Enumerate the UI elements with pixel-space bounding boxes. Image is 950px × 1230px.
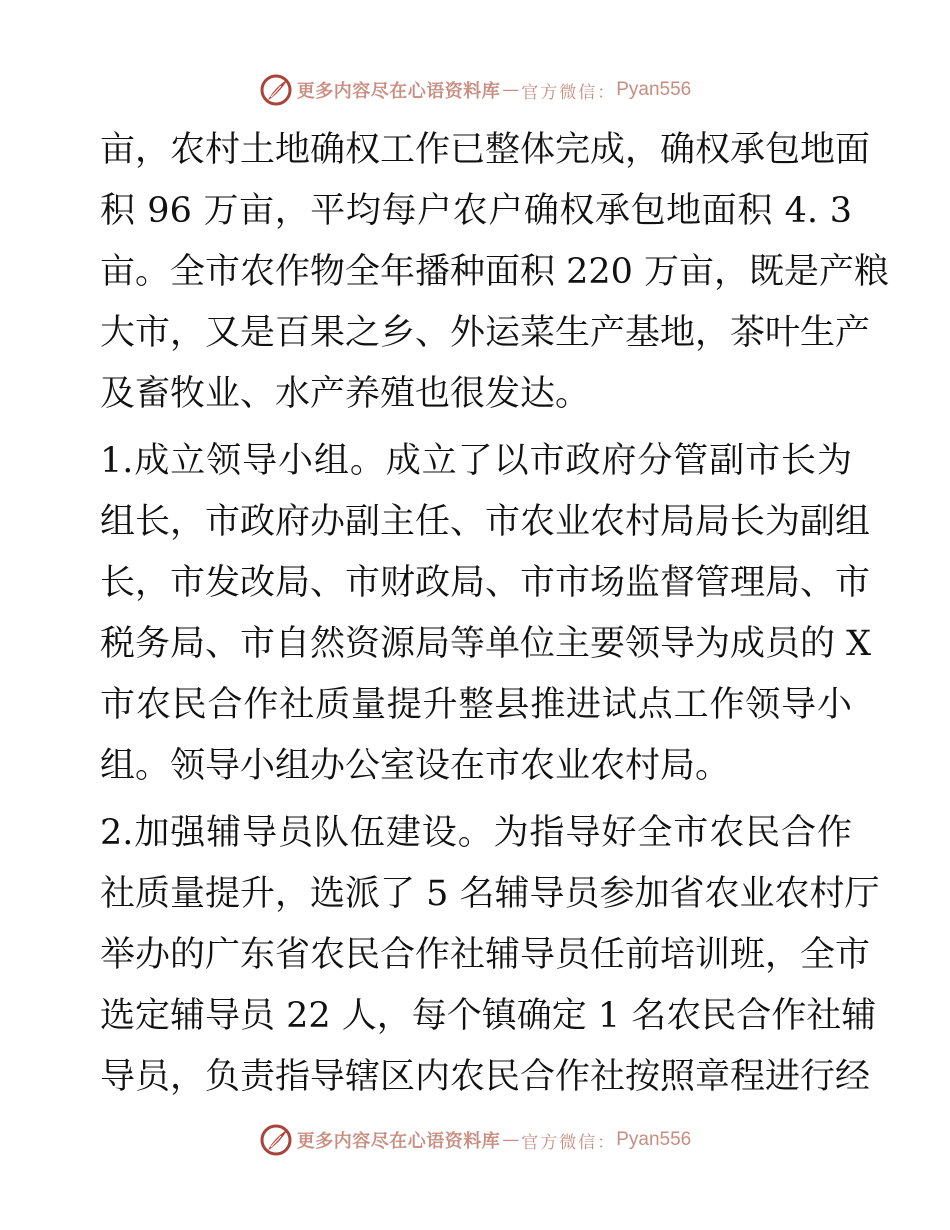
watermark-header	[0, 70, 950, 110]
quill-logo-icon	[259, 1123, 293, 1157]
watermark-site-name: 更多内容尽在心语资料库	[296, 1131, 501, 1152]
text-line: 税务局、市自然资源局等单位主要领导为成员的 X	[100, 624, 872, 664]
text-line: 长，市发改局、市财政局、市市场监督管理局、市	[100, 563, 871, 603]
text-line: 2.加强辅导员队伍建设。为指导好全市农民合作	[100, 813, 852, 853]
quill-logo-icon	[259, 73, 293, 107]
text-line: 市农民合作社质量提升整县推进试点工作领导小	[100, 685, 852, 725]
text-line: 导员，负责指导辖区内农民合作社按照章程进行经	[100, 1057, 871, 1097]
paragraph-counselor-team	[100, 803, 880, 1108]
watermark-separator: —	[502, 1130, 520, 1150]
text-line: 举办的广东省农民合作社辅导员任前培训班，全市	[100, 935, 871, 975]
watermark-site-name: 更多内容尽在心语资料库	[296, 81, 501, 102]
watermark-wechat-label: 官方微信：	[521, 82, 617, 103]
text-line: 组长，市政府办副主任、市农业农村局局长为副组	[100, 502, 871, 542]
text-line: 社质量提升，选派了 5 名辅导员参加省农业农村厅	[100, 874, 880, 914]
watermark-wechat-id: Pyan556	[616, 79, 692, 100]
watermark-wechat-label: 官方微信：	[521, 1132, 617, 1153]
watermark-separator: —	[502, 80, 520, 100]
text-line: 亩。全市农作物全年播种面积 220 万亩，既是产粮	[100, 252, 890, 292]
text-line: 积 96 万亩，平均每户农户确权承包地面积 4. 3	[100, 191, 852, 231]
text-line: 亩，农村土地确权工作已整体完成，确权承包地面	[100, 130, 871, 170]
text-line: 选定辅导员 22 人，每个镇确定 1 名农民合作社辅	[100, 996, 877, 1036]
watermark-wechat-id: Pyan556	[616, 1129, 692, 1150]
paragraph-leadership-group	[100, 431, 872, 797]
watermark-footer	[0, 1120, 950, 1160]
text-line: 组。领导小组办公室设在市农业农村局。	[100, 746, 731, 786]
text-line: 及畜牧业、水产养殖也很发达。	[100, 374, 591, 414]
text-line: 大市，又是百果之乡、外运菜生产基地，茶叶生产	[100, 313, 871, 353]
text-line: 1.成立领导小组。成立了以市政府分管副市长为	[100, 441, 852, 481]
paragraph-intro	[100, 120, 890, 425]
document-body	[100, 120, 890, 1108]
